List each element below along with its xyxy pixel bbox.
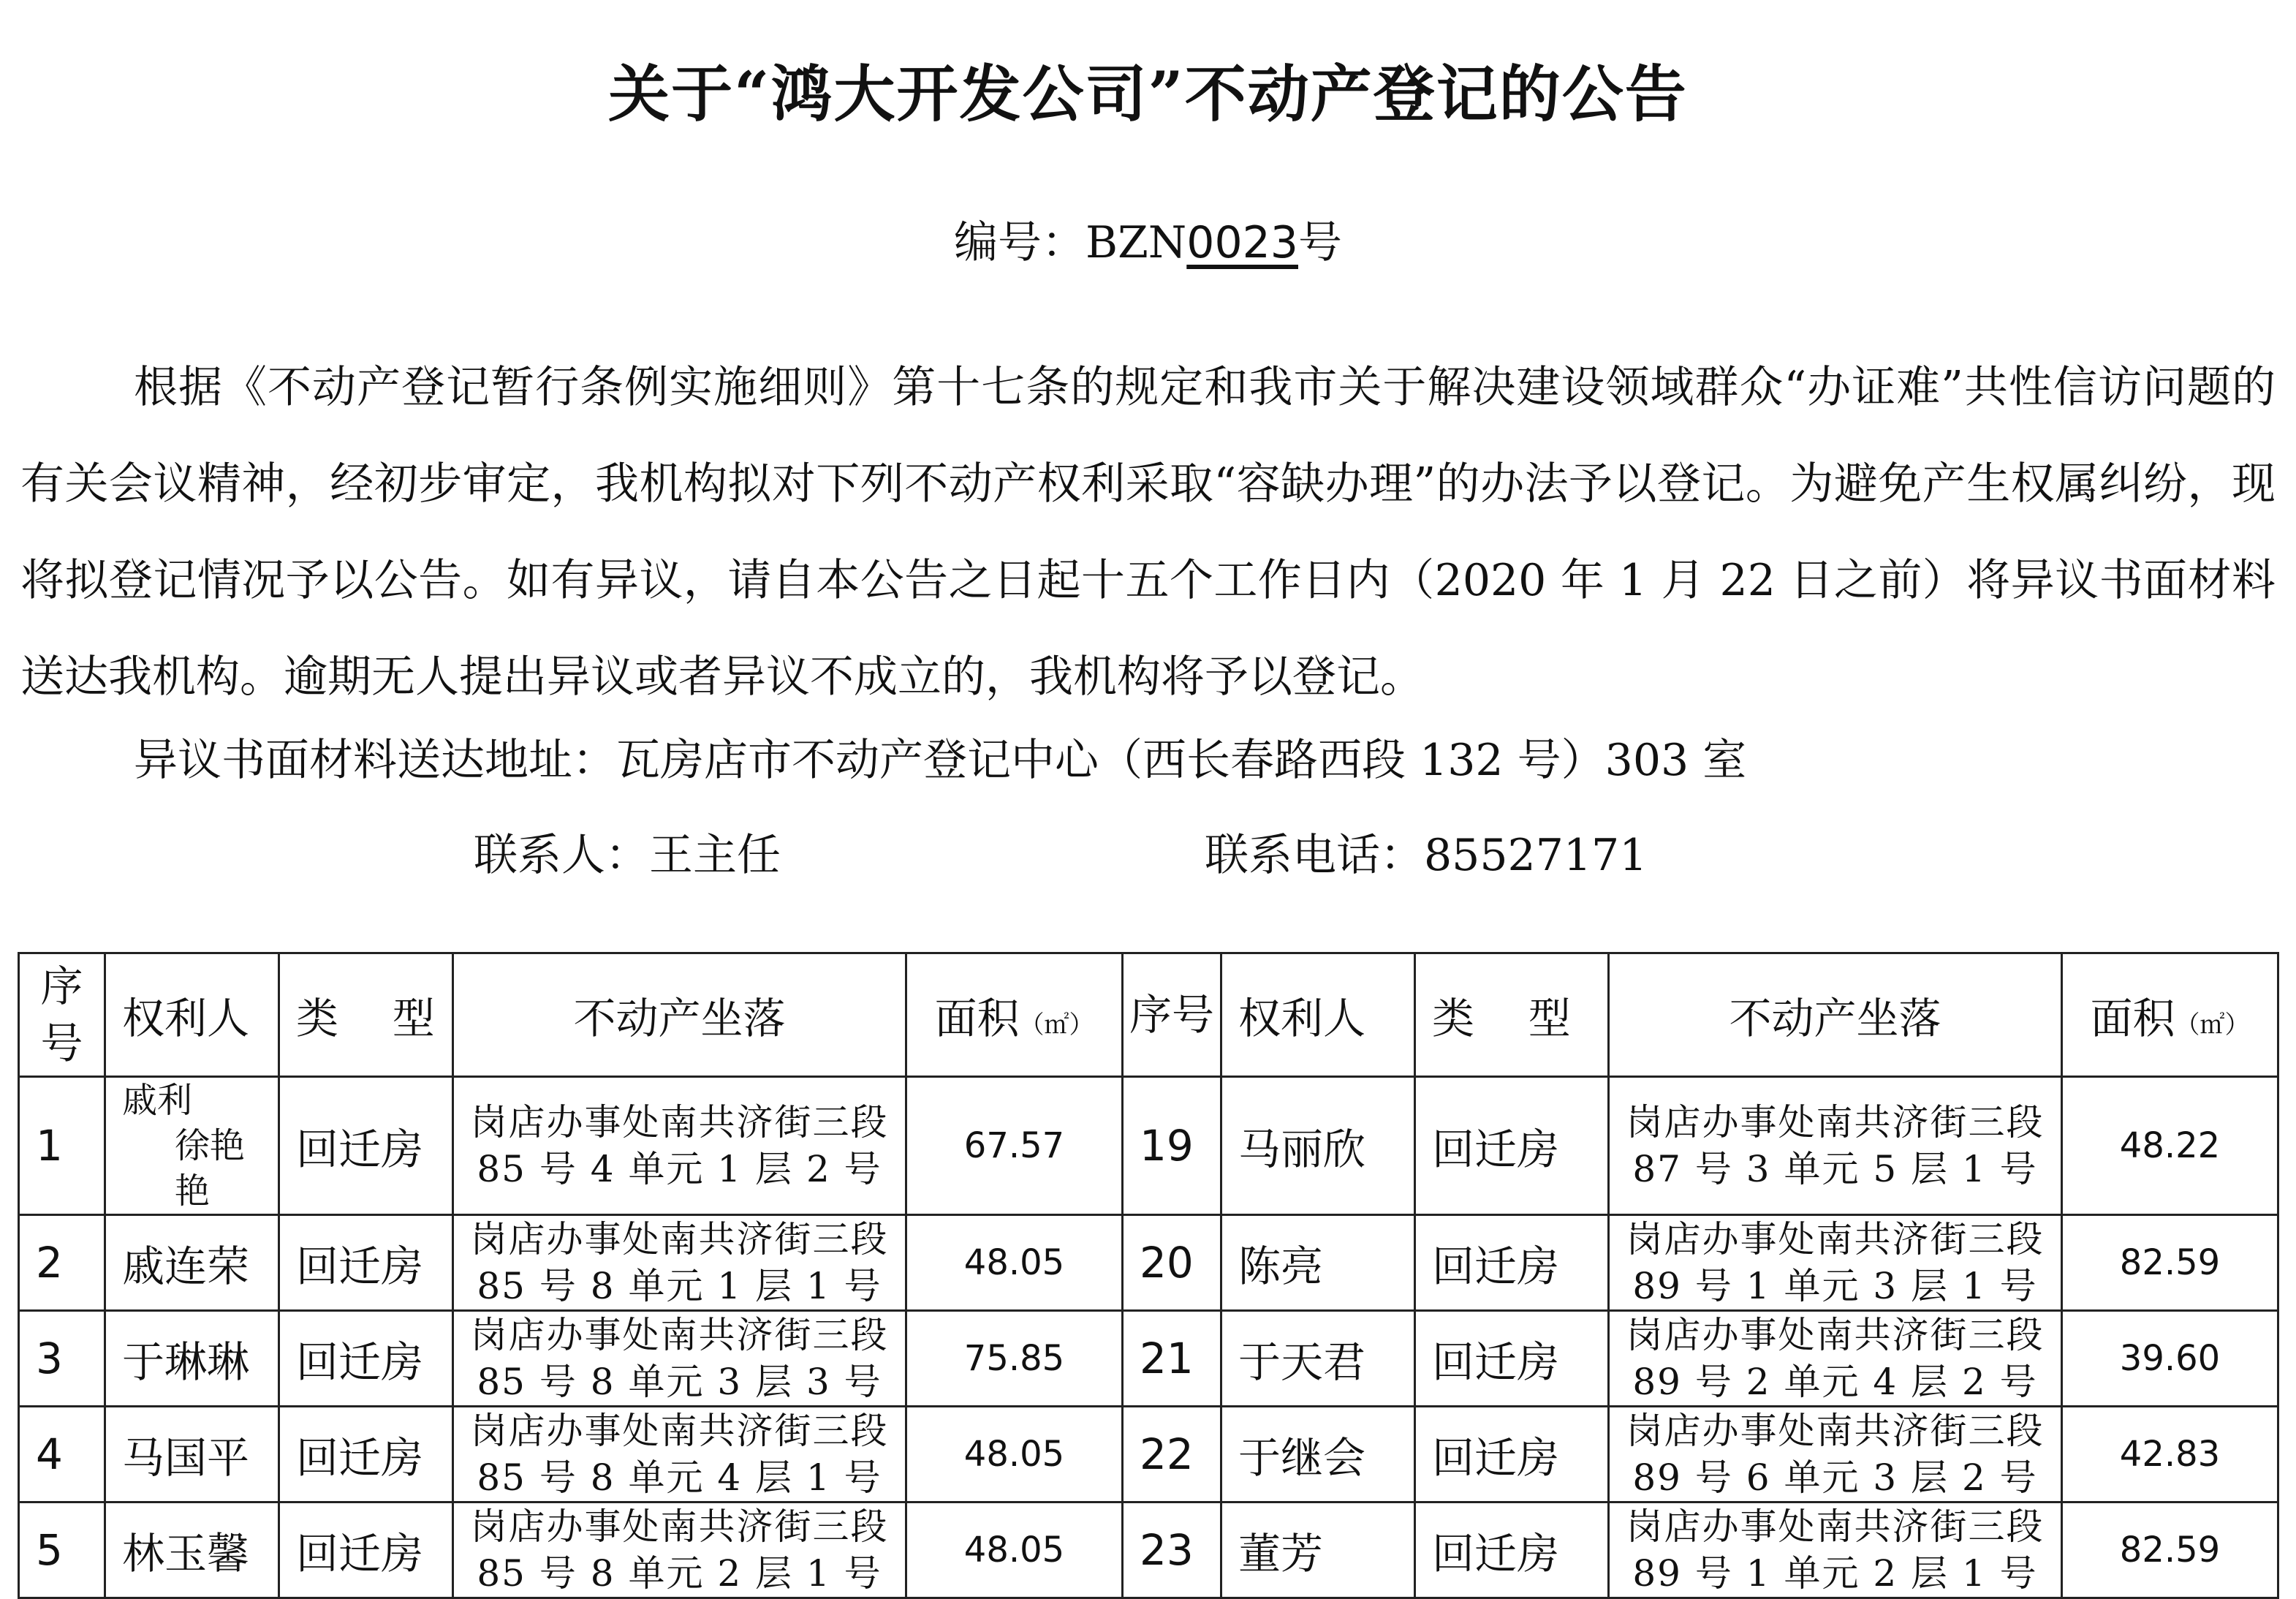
cell-owner-right: 于继会 xyxy=(1221,1407,1415,1502)
cell-type: 回迁房 xyxy=(279,1311,453,1407)
cell-type-right: 回迁房 xyxy=(1415,1311,1609,1407)
cell-index-right: 19 xyxy=(1123,1077,1221,1215)
cell-location-right: 岗店办事处南共济街三段 89 号 6 单元 3 层 2 号 xyxy=(1609,1407,2062,1502)
notice-title: 关于“鸿大开发公司”不动产登记的公告 xyxy=(608,58,1688,130)
property-table xyxy=(18,952,2279,1599)
cell-index: 4 xyxy=(19,1407,105,1502)
table-row xyxy=(19,1502,2278,1598)
owner-line-2: 徐艳艳 xyxy=(175,1125,246,1211)
header-type-right: 类 型 xyxy=(1415,953,1609,1077)
owner-line-1: 戚利 xyxy=(122,1080,193,1121)
cell-index-right: 20 xyxy=(1123,1215,1221,1311)
cell-area-right: 82.59 xyxy=(2062,1215,2278,1311)
cell-location-right: 岗店办事处南共济街三段 87 号 3 单元 5 层 1 号 xyxy=(1609,1077,2062,1215)
cell-index: 3 xyxy=(19,1311,105,1407)
objection-address: 异议书面材料送达地址：瓦房店市不动产登记中心（西长春路西段 132 号）303 室 xyxy=(134,735,1747,786)
cell-location: 岗店办事处南共济街三段 85 号 4 单元 1 层 2 号 xyxy=(453,1077,906,1215)
cell-owner-right: 于天君 xyxy=(1221,1311,1415,1407)
cell-index-right: 21 xyxy=(1123,1311,1221,1407)
contact-person: 联系人：王主任 xyxy=(474,830,781,881)
cell-type-right: 回迁房 xyxy=(1415,1077,1609,1215)
cell-owner: 林玉馨 xyxy=(105,1502,279,1598)
cell-type-right: 回迁房 xyxy=(1415,1215,1609,1311)
header-area: 面积（㎡） xyxy=(906,953,1123,1077)
table-row xyxy=(19,1311,2278,1407)
cell-area: 48.05 xyxy=(906,1215,1123,1311)
table-row xyxy=(19,1077,2278,1215)
cell-index-right: 23 xyxy=(1123,1502,1221,1598)
cell-area-right: 82.59 xyxy=(2062,1502,2278,1598)
cell-index: 2 xyxy=(19,1215,105,1311)
cell-location-right: 岗店办事处南共济街三段 89 号 2 单元 4 层 2 号 xyxy=(1609,1311,2062,1407)
cell-type: 回迁房 xyxy=(279,1407,453,1502)
cell-owner-right: 马丽欣 xyxy=(1221,1077,1415,1215)
cell-owner-right: 陈亮 xyxy=(1221,1215,1415,1311)
cell-area-right: 39.60 xyxy=(2062,1311,2278,1407)
property-table-wrapper xyxy=(18,952,2277,1599)
cell-owner xyxy=(105,1077,279,1215)
serial-prefix: 编号：BZN xyxy=(954,217,1187,268)
cell-area: 75.85 xyxy=(906,1311,1123,1407)
serial-number-value: 0023 xyxy=(1186,217,1298,268)
notice-body-paragraph: 根据《不动产登记暂行条例实施细则》第十七条的规定和我市关于解决建设领域群众“办证难”共性信访问题的有关会议精神，经初步审定，我机构拟对下列不动产权利采取“容缺办理”的办法予以登记。为避免产生权属纠纷，现将拟登记情况予以公告。如有异议，请自本公告之日起十五个工作日内（2020 年 1 月 22 日之前）将异议书面材料送达我机构。逾期无人提出异议或者异议不成立的，我机构将予以登记。 xyxy=(20,362,2276,703)
cell-location-right: 岗店办事处南共济街三段 89 号 1 单元 2 层 1 号 xyxy=(1609,1502,2062,1598)
cell-location: 岗店办事处南共济街三段 85 号 8 单元 3 层 3 号 xyxy=(453,1311,906,1407)
serial-suffix: 号 xyxy=(1297,217,1342,268)
cell-location: 岗店办事处南共济街三段 85 号 8 单元 1 层 1 号 xyxy=(453,1215,906,1311)
cell-type: 回迁房 xyxy=(279,1215,453,1311)
cell-location-right: 岗店办事处南共济街三段 89 号 1 单元 3 层 1 号 xyxy=(1609,1215,2062,1311)
cell-area: 48.05 xyxy=(906,1407,1123,1502)
cell-owner-right: 董芳 xyxy=(1221,1502,1415,1598)
cell-index: 1 xyxy=(19,1077,105,1215)
cell-location: 岗店办事处南共济街三段 85 号 8 单元 4 层 1 号 xyxy=(453,1407,906,1502)
header-owner: 权利人 xyxy=(105,953,279,1077)
table-row xyxy=(19,1407,2278,1502)
header-owner-right: 权利人 xyxy=(1221,953,1415,1077)
cell-index: 5 xyxy=(19,1502,105,1598)
cell-owner: 马国平 xyxy=(105,1407,279,1502)
serial-number xyxy=(0,208,2296,271)
cell-type-right: 回迁房 xyxy=(1415,1502,1609,1598)
cell-area: 67.57 xyxy=(906,1077,1123,1215)
header-location-right: 不动产坐落 xyxy=(1609,953,2062,1077)
header-index-right: 序号 xyxy=(1123,953,1221,1077)
cell-type: 回迁房 xyxy=(279,1502,453,1598)
cell-owner: 戚连荣 xyxy=(105,1215,279,1311)
header-type: 类 型 xyxy=(279,953,453,1077)
cell-area-right: 48.22 xyxy=(2062,1077,2278,1215)
cell-index-right: 22 xyxy=(1123,1407,1221,1502)
cell-type-right: 回迁房 xyxy=(1415,1407,1609,1502)
header-index: 序号 xyxy=(19,953,105,1077)
table-row xyxy=(19,1215,2278,1311)
cell-area-right: 42.83 xyxy=(2062,1407,2278,1502)
cell-area: 48.05 xyxy=(906,1502,1123,1598)
contact-phone: 联系电话：85527171 xyxy=(1205,830,1648,881)
table-header-row xyxy=(19,953,2278,1077)
cell-owner: 于琳琳 xyxy=(105,1311,279,1407)
cell-location: 岗店办事处南共济街三段 85 号 8 单元 2 层 1 号 xyxy=(453,1502,906,1598)
cell-type: 回迁房 xyxy=(279,1077,453,1215)
header-area-right: 面积（㎡） xyxy=(2062,953,2278,1077)
header-location: 不动产坐落 xyxy=(453,953,906,1077)
